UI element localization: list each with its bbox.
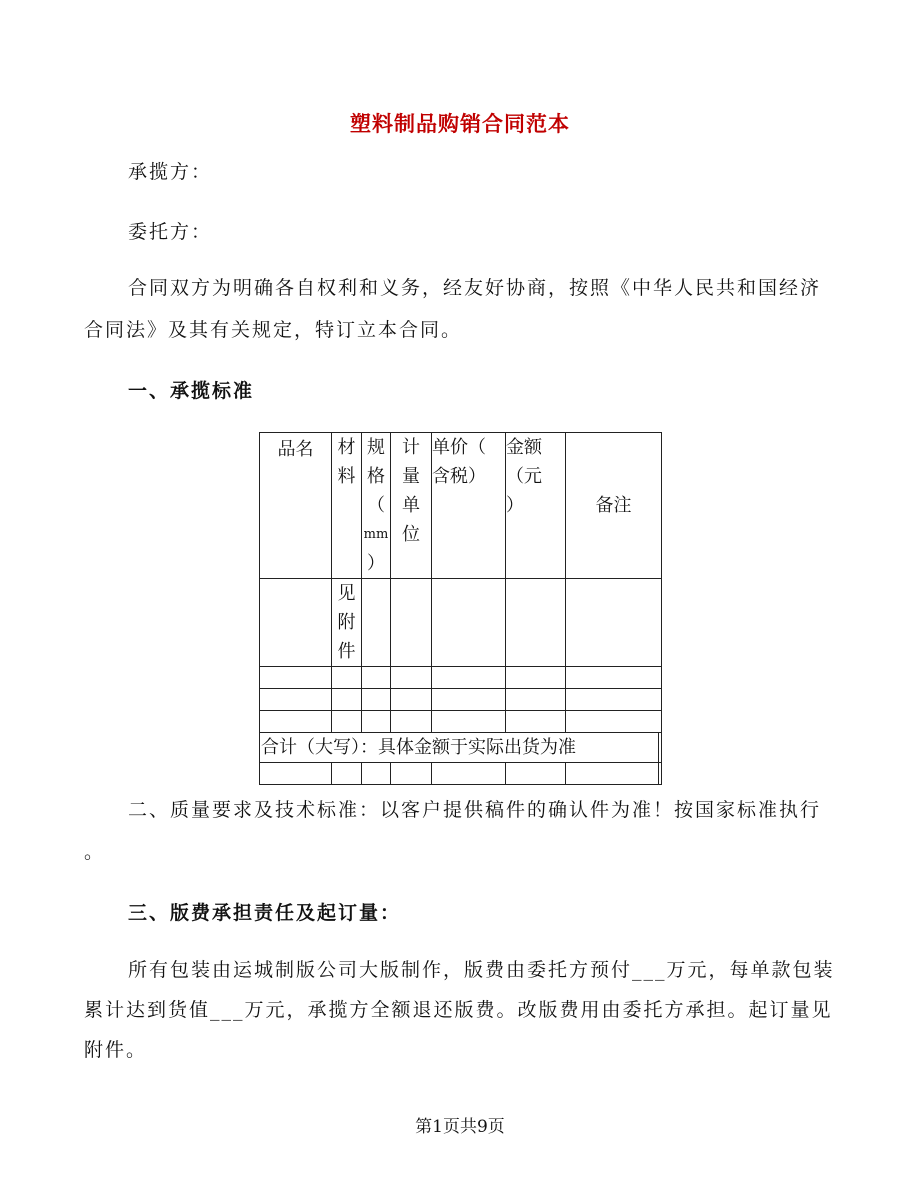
table-header-row <box>260 433 662 579</box>
total-cell: 合计（大写）：具体金额于实际出货为准 <box>260 733 659 763</box>
party-b-label: 委托方： <box>128 221 213 243</box>
col-header-material: 材 料 <box>332 433 362 579</box>
col-header-amount: 金额 （元 ） <box>506 433 566 579</box>
para-3-line-3: 附件。 <box>84 1039 148 1061</box>
table-row <box>260 579 662 667</box>
table-row <box>260 711 662 733</box>
table-row <box>260 763 662 785</box>
section-1-heading: 一、承揽标准 <box>128 380 255 402</box>
para-3-line-1: 所有包装由运城制版公司大版制作，版费由委托方预付___万元，每单款包装 <box>128 959 835 981</box>
para-3-line-2: 累计达到货值___万元，承揽方全额退还版费。改版费用由委托方承担。起订量见 <box>84 999 833 1021</box>
col-header-name: 品名 <box>260 433 332 579</box>
spec-table <box>259 432 662 785</box>
col-header-spec: 规 格 （ mm ） <box>362 433 391 579</box>
table-row <box>260 667 662 689</box>
col-header-price: 单价（ 含税） <box>432 433 506 579</box>
table-total-row <box>260 733 662 763</box>
page-footer: 第1页共9页 <box>415 1117 505 1137</box>
table-row <box>260 689 662 711</box>
section-3-heading: 三、版费承担责任及起订量： <box>128 902 402 924</box>
section-2-line-2: 。 <box>84 841 106 863</box>
intro-line-2: 合同法》及其有关规定，特订立本合同。 <box>84 319 463 341</box>
intro-line-1: 合同双方为明确各自权利和义务，经友好协商，按照《中华人民共和国经济 <box>128 277 822 299</box>
document-title: 塑料制品购销合同范本 <box>350 111 570 136</box>
col-header-unit: 计 量 单 位 <box>391 433 432 579</box>
col-header-note: 备注 <box>566 433 662 579</box>
row1-material-cell: 见 附 件 <box>332 579 362 667</box>
party-a-label: 承揽方： <box>128 161 213 183</box>
section-2-line-1: 二、质量要求及技术标准：以客户提供稿件的确认件为准！按国家标准执行 <box>128 799 822 821</box>
